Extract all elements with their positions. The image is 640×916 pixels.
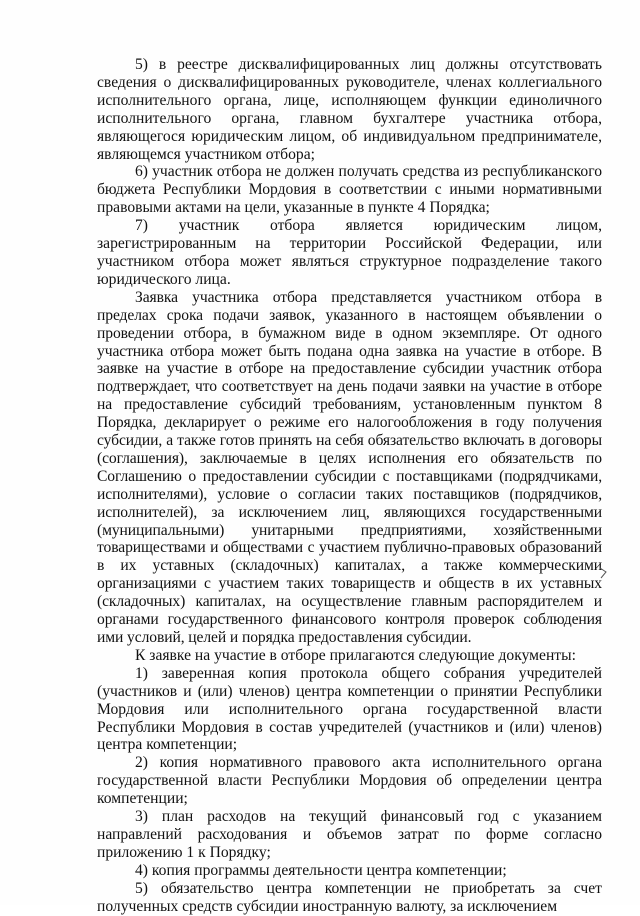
- paragraph-attachment-5: 5) обязательство центра компетенции не приобретать за счет полученных средств субсидии иностранную валюту, за исключением: [97, 879, 602, 915]
- paragraph-attachment-3: 3) план расходов на текущий финансовый год с указанием направлений расходования и объемов затрат по форме согласно приложению 1 к Порядку;: [97, 808, 602, 861]
- paragraph-application: Заявка участника отбора представляется участником отбора в пределах срока подачи заявок, указанного в настоящем объявлении о проведении отбора, в бумажном виде в одном экземпляре. От одного участника отбора может быть подана одна заявка на участие в отборе. В заявке на участие в отборе на предоставление субсидии участник отбора подтверждает, что соответствует на день подачи заявки на участие в отборе на предоставление субсидий требованиям, установленным пунктом 8 Порядка, декларирует о режиме его налогообложения в году получения субсидии, а также готов принять на себя обязательство включать в договоры (соглашения), заключаемые в целях исполнения его обязательств по Соглашению о предоставлении субсидии с поставщиками (подрядчиками, исполнителями), условие о согласии таких поставщиков (подрядчиков, исполнителей), за исключением лиц, являющихся государственными (муниципальными) унитарными предприятиями, хозяйственными товариществами и обществами с участием публично-правовых образований в их уставных (складочных) капиталах, а также коммерческими организациями с участием таких товариществ и обществ в их уставных (складочных) капиталах, на осуществление главным распорядителем и органами государственного финансового контроля проверок соблюдения ими условий, целей и порядка предоставления субсидии.: [97, 288, 602, 646]
- paragraph-item-7: 7) участник отбора является юридическим лицом, зарегистрированным на территории Российской Федерации, или участником отбора может являться структурное подразделение такого юридического лица.: [97, 217, 602, 288]
- paragraph-attachment-4: 4) копия программы деятельности центра компетенции;: [135, 861, 507, 879]
- paragraph-item-5: 5) в реестре дисквалифицированных лиц должны отсутствовать сведения о дисквалифицированных руководителе, членах коллегиального исполнительного органа, лице, исполняющем функции единоличного исполнительного органа, главном бухгалтере участника отбора, являющегося юридическим лицом, об индивидуальном предпринимателе, являющемся участником отбора;: [97, 56, 602, 163]
- paragraph-item-6: 6) участник отбора не должен получать средства из республиканского бюджета Республики Мордовия в соответствии с иными нормативными правовыми актами на цели, указанные в пункте 4 Порядка;: [97, 163, 602, 217]
- paragraph-attachment-1: 1) заверенная копия протокола общего собрания учредителей (участников и (или) членов) центра компетенции о принятии Республики Мордовия или исполнительного органа государственной власти Республики Мордовия в состав учредителей (участников и (или) членов) центра компетенции;: [97, 664, 602, 754]
- document-body: [97, 56, 602, 916]
- paragraph-attachments-intro: К заявке на участие в отборе прилагаются следующие документы:: [135, 646, 576, 664]
- margin-tick-mark: [598, 566, 608, 580]
- paragraph-attachment-2: 2) копия нормативного правового акта исполнительного органа государственной власти Республики Мордовия об определении центра компетенции;: [97, 754, 602, 808]
